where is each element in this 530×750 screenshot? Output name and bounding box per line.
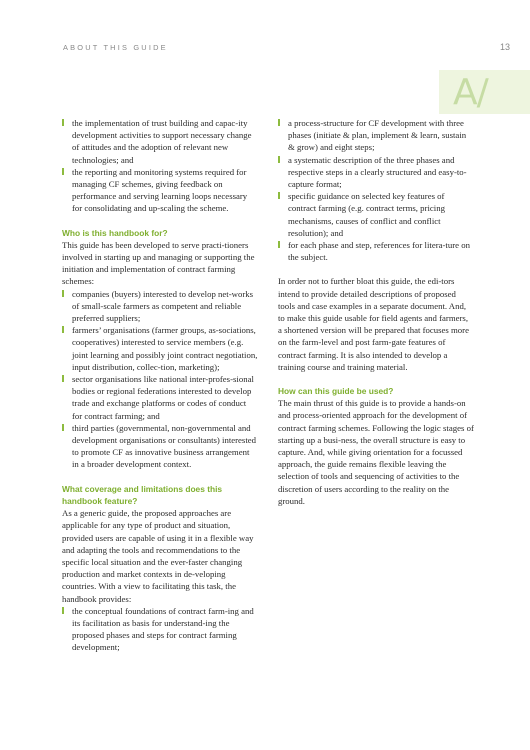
paragraph: The main thrust of this guide is to provide a hands-on and process-oriented approach for the development of contract farming schemes. Following the logic stages of starting up a busi-ness, the overall structure is easy to capture. And, while giving orientation for a focussed approach, the guide remains flexible leaving the selection of tools and sequencing of activities to the discretion of users according to the reality on the ground. <box>278 398 474 506</box>
section-tab-label: A/ <box>453 72 488 113</box>
paragraph: In order not to further bloat this guide, the edi-tors intend to provide detailed descriptions of proposed tools and case examples in a separate document. And, to make this guide usable for field agents and farmers, a shortened version will be prepared that focuses more on the farm-level and post farm-gate features of contract farming. It is also intended to develop a training course and training material. <box>278 276 469 372</box>
list-item: the implementation of trust building and capac-ity development activities to support necessary change of attitudes and the adoption of relevant new technologies; and <box>62 117 258 166</box>
provides-list-continued <box>278 117 474 263</box>
running-header: ABOUT THIS GUIDE <box>63 43 168 52</box>
section-heading-audience: Who is this handbook for? <box>62 227 168 238</box>
right-column <box>278 117 474 507</box>
left-column <box>62 117 258 654</box>
section-tab <box>439 70 530 114</box>
intro-list <box>62 117 258 215</box>
list-item: a systematic description of the three phases and respective steps in a clearly structured and easy-to-capture format; <box>278 154 474 191</box>
list-item: sector organisations like national inter-profes-sional bodies or regional federations interested to develop trade and exchange platforms or codes of conduct for contract farming; and <box>62 373 258 422</box>
list-item: the reporting and monitoring systems required for managing CF schemes, giving feedback on performance and serving learning loops necessary for consolidating and up-scaling the scheme. <box>62 166 258 215</box>
paragraph: As a generic guide, the proposed approaches are applicable for any type of product and situation, provided users are capable of using it in a flexible way and adapting the tools and recommendations to the specific local situation and the ever-faster changing production and market contexts in de-veloping countries. With a view to facilitating this task, the handbook provides: <box>62 508 254 604</box>
list-item: third parties (governmental, non-governmental and development organisations or consultants) interested to promote CF as innovative business arrangement in a broader development context. <box>62 422 258 471</box>
list-item: for each phase and step, references for litera-ture on the subject. <box>278 239 474 263</box>
page-number: 13 <box>499 42 510 52</box>
section-heading-coverage: What coverage and limitations does this handbook feature? <box>62 483 223 506</box>
list-item: companies (buyers) interested to develop net-works of small-scale farmers as competent and reliable preferred suppliers; <box>62 288 258 325</box>
audience-list <box>62 288 258 471</box>
section-heading-usage: How can this guide be used? <box>278 386 394 397</box>
provides-list <box>62 605 258 654</box>
list-item: the conceptual foundations of contract farm-ing and its facilitation as basis for understand-ing the proposed phases and steps for contract farming development; <box>62 605 258 654</box>
list-item: a process-structure for CF development with three phases (initiate & plan, implement & learn, sustain & grow) and eight steps; <box>278 117 474 154</box>
paragraph: This guide has been developed to serve practi-tioners involved in starting up and managing or supporting the initiation and implementation of contract farming schemes: <box>62 239 255 287</box>
list-item: farmers’ organisations (farmer groups, as-sociations, cooperatives) interested to service members (e.g. joint learning and possibly joint contract negotiation, input distribution, collec-tion, marketing); <box>62 324 258 373</box>
list-item: specific guidance on selected key features of contract farming (e.g. contract terms, pricing mechanisms, causes of conflict and conflict resolution); and <box>278 190 474 239</box>
